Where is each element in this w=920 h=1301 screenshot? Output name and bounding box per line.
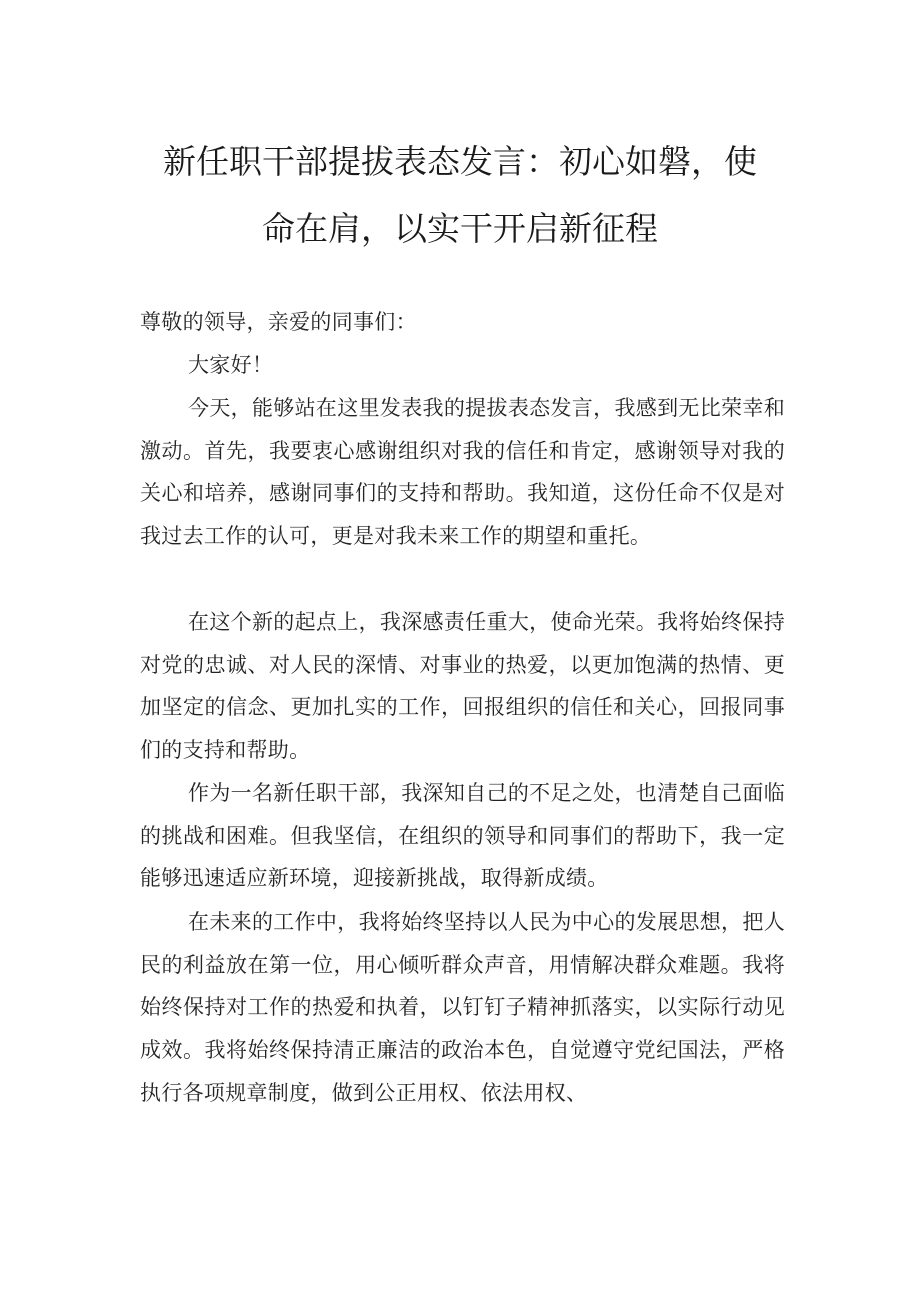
salutation: 尊敬的领导，亲爱的同事们： (140, 310, 417, 334)
page-title-line-1: 新任职干部提拔表态发言：初心如磐，使 (163, 142, 757, 181)
paragraph-2: 在这个新的起点上，我深感责任重大，使命光荣。我将始终保持对党的忠诚、对人民的深情、对事业的热爱，以更加饱满的热情、更加坚定的信念、更加扎实的工作，回报组织的信任和关心，回报同事们的支持和帮助。 (140, 610, 785, 763)
greeting: 大家好！ (188, 353, 274, 377)
page-title-line-2: 命在肩，以实干开启新征程 (262, 209, 658, 248)
paragraph-3: 作为一名新任职干部，我深知自己的不足之处，也清楚自己面临的挑战和困难。但我坚信，在组织的领导和同事们的帮助下，我一定能够迅速适应新环境，迎接新挑战，取得新成绩。 (140, 781, 785, 891)
paragraph-1: 今天，能够站在这里发表我的提拔表态发言，我感到无比荣幸和激动。首先，我要衷心感谢组织对我的信任和肯定，感谢领导对我的关心和培养，感谢同事们的支持和帮助。我知道，这份任命不仅是对我过去工作的认可，更是对我未来工作的期望和重托。 (140, 396, 785, 549)
paragraph-4: 在未来的工作中，我将始终坚持以人民为中心的发展思想，把人民的利益放在第一位，用心倾听群众声音，用情解决群众难题。我将始终保持对工作的热爱和执着，以钉钉子精神抓落实，以实际行动见成效。我将始终保持清正廉洁的政治本色，自觉遵守党纪国法，严格执行各项规章制度，做到公正用权、依法用权、 (140, 910, 785, 1105)
